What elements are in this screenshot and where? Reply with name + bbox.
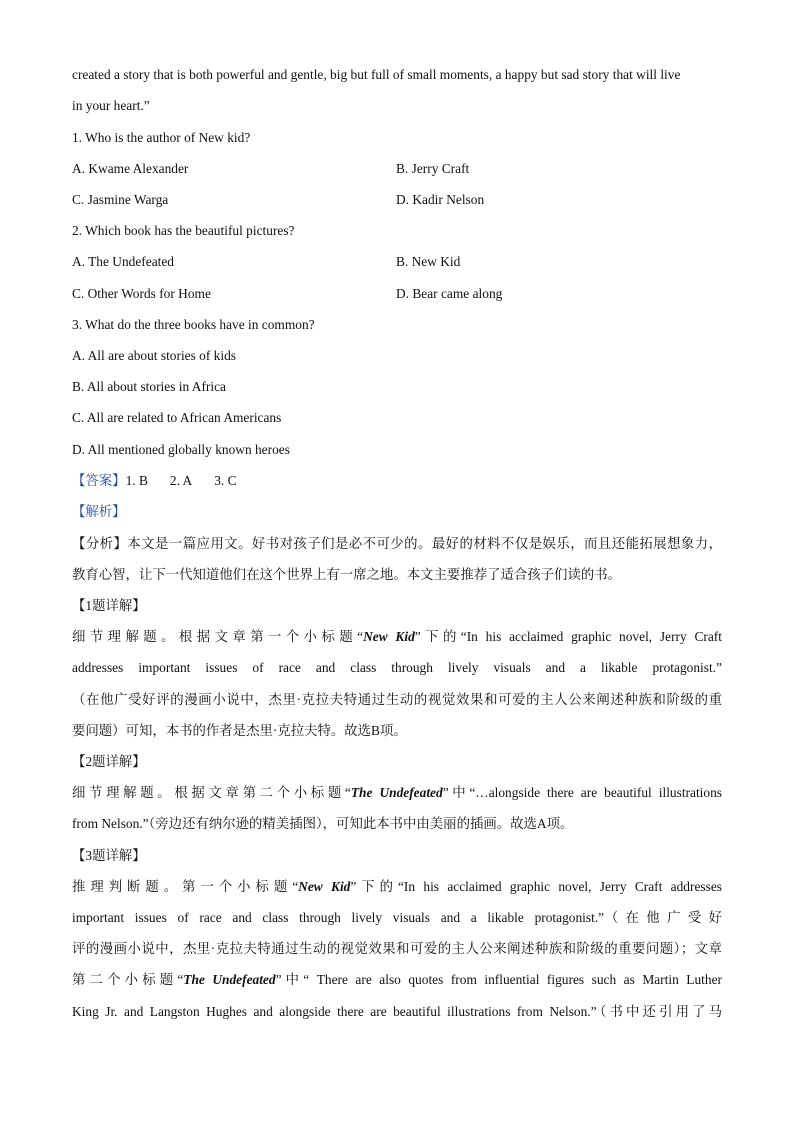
question-1-option-c: C. Jasmine Warga [72,192,169,207]
answer-2: 2. A [169,473,193,488]
detail-3-post-2: ”中“ There are also quotes from influential figures such as Martin Luther [275,972,722,987]
detail-3-title-2: The Undefeated [183,972,276,987]
fenxi-line-2: 教育心智，让下一代知道他们在这个世界上有一席之地。本文主要推荐了适合孩子们读的书。 [72,567,622,582]
detail-2-post: ”中“…alongside there are beautiful illustrations [442,785,723,800]
answer-label: 【答案】 [72,473,126,488]
detail-1-pre: 细节理解题。根据文章第一个小标题“ [72,629,364,644]
question-1-option-a: A. Kwame Alexander [72,161,189,176]
detail-1-line-3: （在他广受好评的漫画小说中，杰里·克拉夫特通过生动的视觉效果和可爱的主人公来阐述种族和阶级的重 [72,692,722,707]
question-2-option-b: B. New Kid [396,254,461,269]
detail-2-line-1 [72,784,722,802]
question-1-stem: 1. Who is the author of New kid? [72,130,251,145]
passage-line-1: created a story that is both powerful and gentle, big but full of small moments, a happy but sad story that will live [72,67,681,82]
question-3-option-c: C. All are related to African Americans [72,410,282,425]
question-2-option-c: C. Other Words for Home [72,286,211,301]
detail-1-line-4: 要问题）可知，本书的作者是杰里·克拉夫特。故选B项。 [72,723,407,738]
detail-3-pre-2: 第二个小标题“ [72,972,184,987]
detail-3-post: ”下的“In his acclaimed graphic novel, Jerry Craft addresses [350,879,722,894]
detail-3-title-1: New Kid [298,879,351,894]
fenxi-line-1 [72,535,722,553]
question-2-option-d: D. Bear came along [396,286,503,301]
fenxi-label: 【分析】 [72,536,128,551]
question-1-option-d: D. Kadir Nelson [396,192,485,207]
detail-1-title: New Kid [363,629,415,644]
detail-1-post: ”下的“In his acclaimed graphic novel, Jerry Craft [414,629,722,644]
answer-1: 1. B [125,473,148,488]
detail-1-label: 【1题详解】 [72,598,146,613]
detail-2-pre: 细节理解题。根据文章第二个小标题“ [72,785,351,800]
detail-1-line-2: addresses important issues of race and class through lively visuals and a likable protagonist.” [72,660,722,675]
question-3-stem: 3. What do the three books have in common? [72,317,315,332]
detail-3-pre: 推理判断题。第一个小标题“ [72,879,299,894]
analysis-label: 【解析】 [72,504,126,519]
detail-3-line-1 [72,878,722,896]
detail-3-line-3: 评的漫画小说中，杰里·克拉夫特通过生动的视觉效果和可爱的主人公来阐述种族和阶级的重要问题）；文章 [72,941,722,956]
detail-2-label: 【2题详解】 [72,754,146,769]
question-1-option-b: B. Jerry Craft [396,161,470,176]
answer-line [72,472,237,490]
detail-3-line-4 [72,971,722,989]
question-3-option-d: D. All mentioned globally known heroes [72,442,290,457]
answer-3: 3. C [214,473,237,488]
fenxi-text-1: 本文是一篇应用文。好书对孩子们是必不可少的。最好的材料不仅是娱乐，而且还能拓展想象力， [127,536,722,551]
question-3-option-a: A. All are about stories of kids [72,348,237,363]
detail-2-line-2: from Nelson.”（旁边还有纳尔逊的精美插图），可知此本书中由美丽的插画。故选A项。 [72,816,574,831]
detail-3-label: 【3题详解】 [72,848,146,863]
question-2-stem: 2. Which book has the beautiful pictures? [72,223,295,238]
question-3-option-b: B. All about stories in Africa [72,379,226,394]
question-2-option-a: A. The Undefeated [72,254,174,269]
detail-2-title: The Undefeated [350,785,443,800]
detail-3-line-5: King Jr. and Langston Hughes and alongside there are beautiful illustrations from Nelson.”（书中还引用了马 [72,1004,722,1019]
detail-3-line-2: important issues of race and class through lively visuals and a likable protagonist.”（在他广受好 [72,910,722,925]
detail-1-line-1 [72,628,722,646]
passage-line-2: in your heart.” [72,98,150,113]
